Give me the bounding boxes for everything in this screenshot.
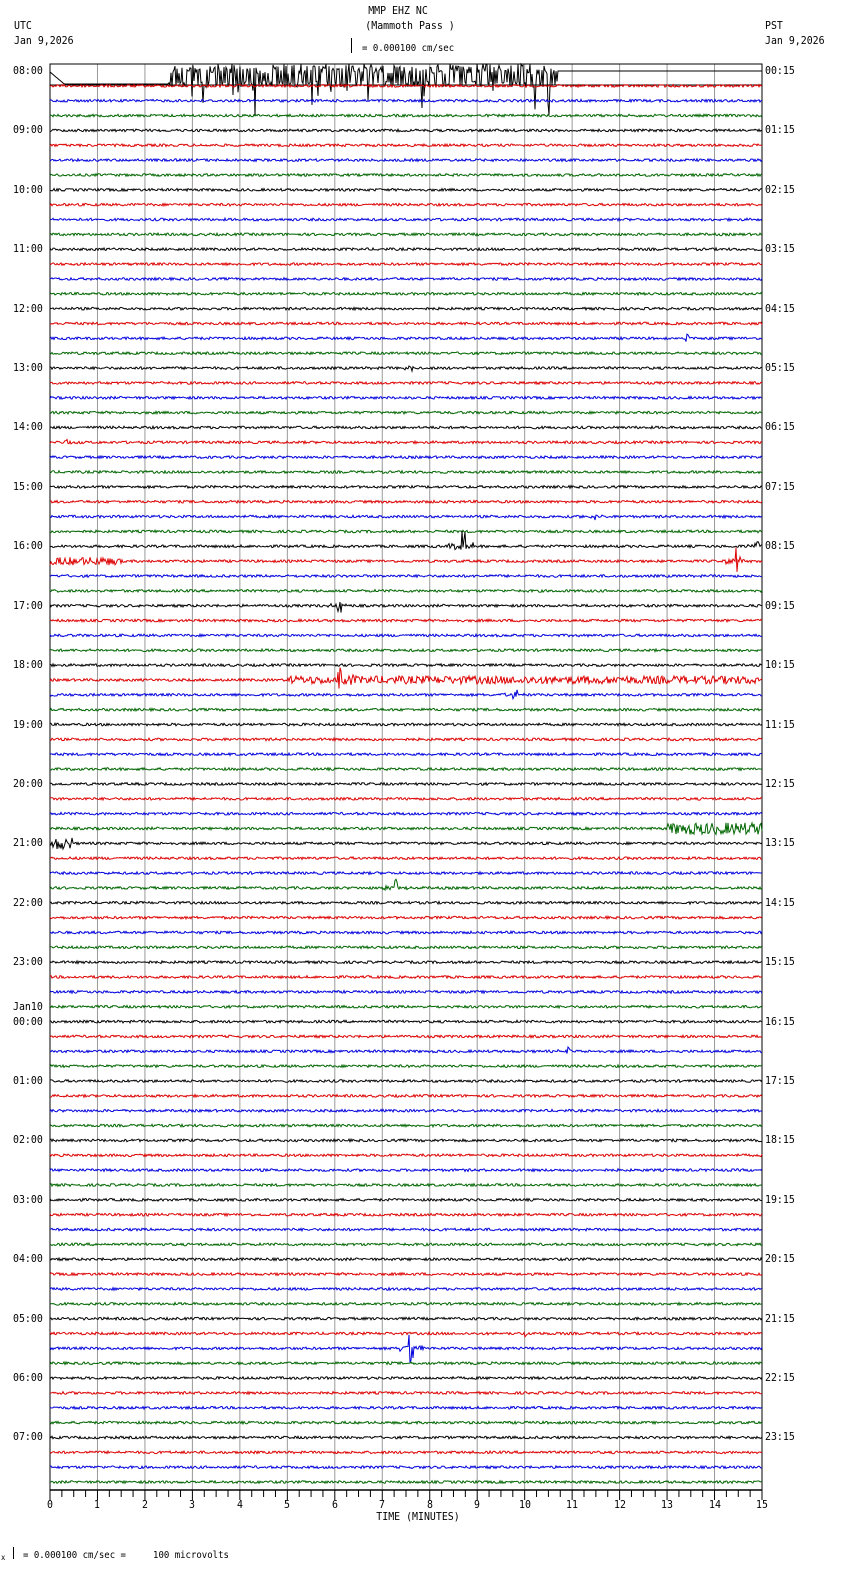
date-change-label: Jan10 [13, 999, 43, 1013]
seismic-trace [50, 1035, 762, 1038]
x-tick-label: 11 [566, 1498, 579, 1511]
seismic-trace [50, 248, 762, 251]
seismic-trace [50, 515, 762, 520]
seismic-trace [50, 690, 762, 699]
x-tick-label: 9 [474, 1498, 481, 1511]
utc-hour-label: 03:00 [13, 1192, 43, 1206]
seismic-trace [50, 129, 762, 132]
right-date: Jan 9,2026 [765, 34, 825, 47]
seismic-trace [50, 1095, 762, 1098]
seismic-trace [50, 946, 762, 949]
x-tick-label: 10 [518, 1498, 531, 1511]
seismic-trace [50, 307, 762, 310]
seismic-trace [50, 531, 762, 550]
station-location: (Mammoth Pass ) [365, 19, 455, 32]
x-tick-label: 2 [141, 1498, 148, 1511]
seismic-trace [50, 426, 762, 429]
seismic-trace [50, 99, 762, 102]
seismic-trace [50, 931, 762, 934]
x-tick-label: 7 [379, 1498, 386, 1511]
seismic-trace [50, 456, 762, 459]
seismic-trace [50, 1303, 762, 1306]
seismic-trace [50, 1407, 762, 1410]
seismic-trace [50, 1243, 762, 1246]
seismic-trace [50, 334, 762, 342]
seismic-trace [50, 798, 762, 801]
seismic-trace [50, 1228, 762, 1231]
seismic-trace [50, 1080, 762, 1083]
seismic-trace [50, 1213, 762, 1216]
seismic-trace [50, 879, 762, 890]
seismic-trace [50, 114, 762, 117]
utc-hour-label: 18:00 [13, 658, 43, 672]
x-tick-label: 5 [284, 1498, 291, 1511]
seismic-trace [50, 1332, 762, 1337]
seismic-trace [50, 189, 762, 192]
seismic-trace [50, 1006, 762, 1009]
pst-hour-label: 20:15 [765, 1252, 795, 1266]
utc-hour-label: 21:00 [13, 836, 43, 850]
seismic-trace [50, 961, 762, 964]
pst-hour-label: 12:15 [765, 776, 795, 790]
seismic-trace [50, 753, 762, 756]
pst-hour-label: 07:15 [765, 479, 795, 493]
utc-hour-label: 22:00 [13, 895, 43, 909]
seismic-trace [50, 471, 762, 474]
seismic-trace [50, 263, 762, 266]
seismic-trace [50, 1020, 762, 1023]
pst-hour-label: 18:15 [765, 1133, 795, 1147]
x-tick-label: 3 [189, 1498, 196, 1511]
x-tick-label: 6 [331, 1498, 338, 1511]
pst-hour-label: 09:15 [765, 598, 795, 612]
x-axis-label: TIME (MINUTES) [376, 1510, 460, 1523]
pst-hour-label: 10:15 [765, 658, 795, 672]
seismic-trace [50, 1392, 762, 1395]
pst-hour-label: 04:15 [765, 301, 795, 315]
seismic-trace [50, 352, 762, 355]
x-tick-label: 13 [661, 1498, 674, 1511]
seismic-trace [50, 991, 762, 994]
pst-hour-label: 05:15 [765, 361, 795, 375]
seismic-trace [50, 203, 762, 206]
utc-hour-label: 19:00 [13, 717, 43, 731]
seismic-trace [50, 602, 762, 613]
seismic-trace [50, 1139, 762, 1142]
seismic-trace [50, 812, 762, 815]
utc-hour-label: 23:00 [13, 955, 43, 969]
pst-hour-label: 13:15 [765, 836, 795, 850]
seismic-trace [50, 64, 762, 116]
seismic-trace [50, 1273, 762, 1276]
seismic-trace [50, 548, 762, 572]
pst-hour-label: 00:15 [765, 64, 795, 77]
pst-hour-label: 02:15 [765, 182, 795, 196]
seismic-trace [50, 382, 762, 385]
seismic-trace [50, 486, 762, 489]
seismic-trace [50, 322, 762, 325]
pst-hour-label: 01:15 [765, 123, 795, 137]
seismic-trace [50, 575, 762, 578]
pst-hour-label: 16:15 [765, 1014, 795, 1028]
seismic-trace [50, 783, 762, 786]
pst-hour-label: 14:15 [765, 895, 795, 909]
seismic-trace [50, 144, 762, 147]
left-date: Jan 9,2026 [14, 34, 74, 47]
seismic-trace [50, 1258, 762, 1261]
x-tick-label: 4 [236, 1498, 243, 1511]
seismic-trace [50, 366, 762, 371]
seismic-trace [50, 738, 762, 741]
seismic-trace [50, 530, 762, 533]
seismic-trace [50, 1451, 762, 1454]
x-tick-label: 1 [94, 1498, 101, 1511]
seismic-trace [50, 916, 762, 919]
seismic-trace [50, 1109, 762, 1112]
utc-hour-label: 07:00 [13, 1430, 43, 1444]
seismic-trace [50, 634, 762, 637]
seismic-trace [50, 1362, 762, 1365]
seismic-trace [50, 1421, 762, 1424]
seismic-trace [50, 1124, 762, 1127]
seismic-trace [50, 838, 762, 849]
station-title: MMP EHZ NC [368, 4, 428, 17]
x-tick-label: 0 [47, 1498, 53, 1511]
utc-hour-label: 00:00 [13, 1014, 43, 1028]
utc-hour-label: 12:00 [13, 301, 43, 315]
seismic-trace [50, 1169, 762, 1172]
pst-hour-label: 19:15 [765, 1192, 795, 1206]
utc-hour-label: 15:00 [13, 479, 43, 493]
pst-hour-label: 11:15 [765, 717, 795, 731]
x-tick-label: 8 [426, 1498, 433, 1511]
seismic-trace [50, 1184, 762, 1187]
seismic-trace [50, 1377, 762, 1380]
utc-hour-label: 14:00 [13, 420, 43, 434]
seismic-trace [50, 857, 762, 860]
seismic-trace [50, 397, 762, 400]
utc-hour-label: 11:00 [13, 242, 43, 256]
utc-hour-label: 17:00 [13, 598, 43, 612]
utc-hour-label: 04:00 [13, 1252, 43, 1266]
utc-hour-label: 16:00 [13, 539, 43, 553]
utc-hour-label: 13:00 [13, 361, 43, 375]
seismic-trace [50, 174, 762, 177]
seismic-trace [50, 233, 762, 236]
utc-hour-label: 08:00 [13, 64, 43, 77]
x-tick-label: 14 [708, 1498, 721, 1511]
footer-scale-note: = 0.000100 cm/sec = 100 microvolts [23, 1550, 229, 1561]
seismic-trace [50, 619, 762, 622]
seismic-trace [50, 1288, 762, 1291]
utc-hour-label: 02:00 [13, 1133, 43, 1147]
seismic-trace [50, 159, 762, 162]
seismic-trace [50, 1317, 762, 1320]
pst-hour-label: 03:15 [765, 242, 795, 256]
utc-hour-label: 05:00 [13, 1311, 43, 1325]
seismic-trace [50, 411, 762, 414]
x-tick-label: 15 [756, 1498, 768, 1511]
seismic-trace [50, 902, 762, 905]
seismic-trace [50, 1199, 762, 1202]
pst-hour-label: 15:15 [765, 955, 795, 969]
seismic-trace [50, 1436, 762, 1439]
seismic-trace [50, 668, 762, 689]
seismic-trace [50, 1466, 762, 1469]
utc-hour-label: 01:00 [13, 1074, 43, 1087]
seismic-trace [50, 500, 762, 503]
seismic-trace [50, 823, 762, 835]
seismic-trace [50, 872, 762, 875]
seismic-trace [50, 723, 762, 726]
seismic-trace [50, 1047, 762, 1054]
seismic-trace [50, 278, 762, 281]
pst-hour-label: 23:15 [765, 1430, 795, 1444]
pst-hour-label: 06:15 [765, 420, 795, 434]
seismic-trace [50, 1335, 762, 1363]
seismic-trace [50, 1154, 762, 1157]
utc-hour-label: 06:00 [13, 1371, 43, 1385]
seismic-trace [50, 768, 762, 771]
right-timezone: PST [765, 19, 783, 32]
footer-scale-bar-icon [13, 1547, 14, 1559]
pst-hour-label: 08:15 [765, 539, 795, 553]
pst-hour-label: 17:15 [765, 1074, 795, 1087]
pst-hour-label: 21:15 [765, 1311, 795, 1325]
seismic-trace [50, 708, 762, 711]
seismic-trace [50, 218, 762, 221]
left-timezone: UTC [14, 19, 32, 32]
seismic-trace [50, 1065, 762, 1068]
seismic-trace [50, 1481, 762, 1484]
seismic-trace [50, 293, 762, 296]
seismic-trace [50, 440, 762, 444]
utc-hour-label: 09:00 [13, 123, 43, 137]
x-tick-label: 12 [613, 1498, 626, 1511]
scale-label: = 0.000100 cm/sec [362, 43, 455, 54]
seismic-trace [50, 976, 762, 979]
pst-hour-label: 22:15 [765, 1371, 795, 1385]
seismic-trace [50, 590, 762, 593]
footer-marker: x [1, 1553, 6, 1562]
seismic-trace [50, 664, 762, 667]
utc-hour-label: 20:00 [13, 776, 43, 790]
utc-hour-label: 10:00 [13, 182, 43, 196]
seismic-trace [50, 649, 762, 652]
